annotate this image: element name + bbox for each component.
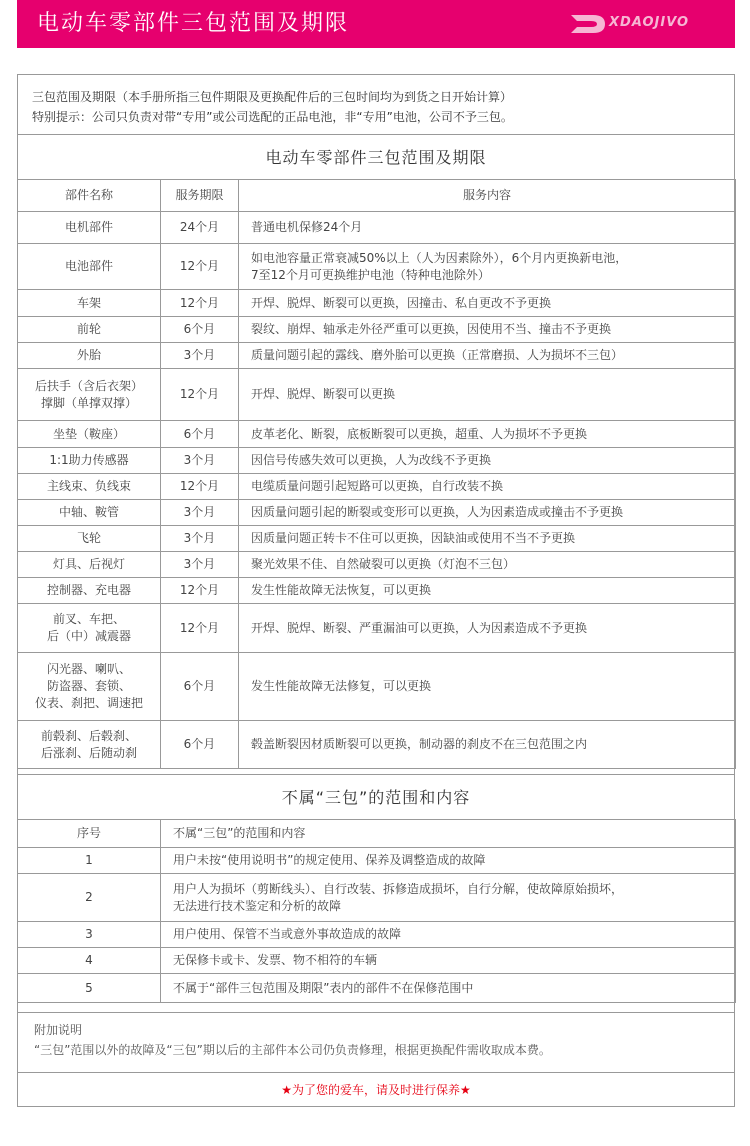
part-name-cell: 控制器、充电器 [18,578,161,604]
table-row [18,974,736,1003]
service-content-cell: 质量问题引起的露线、磨外胎可以更换（正常磨损、人为损坏不三包） [239,343,736,369]
warranty-table-caption: 电动车零部件三包范围及期限 [18,134,734,180]
index-cell: 2 [18,874,161,922]
exclusion-content-cell: 用户人为损坏（剪断线头）、自行改装、拆修造成损坏，自行分解，使故障原始损坏， 无法进行技术鉴定和分析的故障 [161,874,736,922]
warranty-period-cell: 6个月 [161,653,239,721]
part-name-cell: 灯具、后视灯 [18,552,161,578]
warranty-period-cell: 3个月 [161,552,239,578]
service-content-cell: 发生性能故障无法恢复，可以更换 [239,578,736,604]
intro-line-1: 三包范围及期限（本手册所指三包件期限及更换配件后的三包时间均为到货之日开始计算） [32,90,513,104]
service-content-cell: 裂纹、崩焊、轴承走外径严重可以更换，因使用不当、撞击不予更换 [239,317,736,343]
service-content-cell: 如电池容量正常衰减50%以上（人为因素除外），6个月内更换新电池， 7至12个月可更换维护电池（特种电池除外） [239,244,736,290]
maintenance-slogan: ★为了您的爱车，请及时进行保养★ [18,1072,734,1107]
warranty-period-cell: 3个月 [161,500,239,526]
table-row [18,369,736,421]
service-content-cell: 开焊、脱焊、断裂可以更换，因撞击、私自更改不予更换 [239,290,736,317]
table-row [18,290,736,317]
intro-section [18,74,734,134]
part-name-cell: 主线束、负线束 [18,474,161,500]
table-row [18,474,736,500]
table-row [18,421,736,448]
warranty-table [17,179,736,769]
table-row [18,526,736,552]
table-row [18,244,736,290]
table-row [18,948,736,974]
warranty-period-cell: 24个月 [161,212,239,244]
table-header-row [18,180,736,212]
part-name-cell: 前毂刹、后毂刹、 后涨刹、后随动刹 [18,721,161,769]
part-name-cell: 电池部件 [18,244,161,290]
service-content-cell: 因质量问题正转卡不住可以更换，因缺油或使用不当不予更换 [239,526,736,552]
index-cell: 3 [18,922,161,948]
service-content-cell: 电缆质量问题引起短路可以更换，自行改装不换 [239,474,736,500]
part-name-cell: 中轴、鞍管 [18,500,161,526]
service-content-cell: 因质量问题引起的断裂或变形可以更换，人为因素造成或撞击不予更换 [239,500,736,526]
index-cell: 5 [18,974,161,1003]
brand-logo-text: XDAOJIVO [609,15,690,30]
column-header: 部件名称 [18,180,161,212]
warranty-period-cell: 6个月 [161,721,239,769]
exclusion-content-cell: 用户未按“使用说明书”的规定使用、保养及调整造成的故障 [161,848,736,874]
table-row [18,578,736,604]
service-content-cell: 开焊、脱焊、断裂可以更换 [239,369,736,421]
column-header: 不属“三包”的范围和内容 [161,820,736,848]
table-row [18,343,736,369]
exclusions-table-caption: 不属“三包”的范围和内容 [18,774,734,820]
warranty-period-cell: 6个月 [161,421,239,448]
warranty-period-cell: 12个月 [161,244,239,290]
table-row [18,721,736,769]
table-row [18,604,736,653]
part-name-cell: 1:1助力传感器 [18,448,161,474]
exclusion-content-cell: 用户使用、保管不当或意外事故造成的故障 [161,922,736,948]
part-name-cell: 外胎 [18,343,161,369]
exclusion-content-cell: 无保修卡或卡、发票、物不相符的车辆 [161,948,736,974]
service-content-cell: 聚光效果不佳、自然破裂可以更换（灯泡不三包） [239,552,736,578]
header-bar [17,0,735,48]
part-name-cell: 电机部件 [18,212,161,244]
service-content-cell: 开焊、脱焊、断裂、严重漏油可以更换，人为因素造成不予更换 [239,604,736,653]
warranty-period-cell: 3个月 [161,343,239,369]
warranty-period-cell: 12个月 [161,604,239,653]
table-row [18,448,736,474]
part-name-cell: 车架 [18,290,161,317]
table-row [18,500,736,526]
table-row [18,922,736,948]
service-content-cell: 因信号传感失效可以更换，人为改线不予更换 [239,448,736,474]
service-content-cell: 毂盖断裂因材质断裂可以更换，制动器的刹皮不在三包范围之内 [239,721,736,769]
additional-note [18,1012,734,1072]
table-row [18,848,736,874]
table-row [18,317,736,343]
table-row [18,212,736,244]
part-name-cell: 前轮 [18,317,161,343]
service-content-cell: 发生性能故障无法修复，可以更换 [239,653,736,721]
warranty-period-cell: 12个月 [161,290,239,317]
note-text: “三包”范围以外的故障及“三包”期以后的主部件本公司仍负责修理，根据更换配件需收取成本费。 [34,1043,551,1057]
warranty-period-cell: 12个月 [161,369,239,421]
warranty-period-cell: 12个月 [161,578,239,604]
index-cell: 4 [18,948,161,974]
exclusions-table [17,819,736,1003]
warranty-period-cell: 12个月 [161,474,239,500]
table-row [18,653,736,721]
table-header-row [18,820,736,848]
service-content-cell: 皮革老化、断裂，底板断裂可以更换，超重、人为损坏不予更换 [239,421,736,448]
part-name-cell: 闪光器、喇叭、 防盗器、套锁、 仪表、刹把、调速把 [18,653,161,721]
brand-logo [569,13,717,35]
part-name-cell: 坐垫（鞍座） [18,421,161,448]
table-row [18,874,736,922]
warranty-period-cell: 3个月 [161,448,239,474]
column-header: 服务内容 [239,180,736,212]
column-header: 服务期限 [161,180,239,212]
note-title: 附加说明 [34,1023,83,1037]
service-content-cell: 普通电机保修24个月 [239,212,736,244]
page-title: 电动车零部件三包范围及期限 [37,11,350,36]
table-row [18,552,736,578]
exclusion-content-cell: 不属于“部件三包范围及期限”表内的部件不在保修范围中 [161,974,736,1003]
part-name-cell: 前叉、车把、 后（中）减震器 [18,604,161,653]
warranty-period-cell: 3个月 [161,526,239,552]
intro-line-2: 特别提示：公司只负责对带“专用”或公司选配的正品电池，非“专用”电池，公司不予三包。 [32,110,513,124]
warranty-period-cell: 6个月 [161,317,239,343]
part-name-cell: 后扶手（含后衣架） 撑脚（单撑双撑） [18,369,161,421]
index-cell: 1 [18,848,161,874]
logo-mark-icon [569,13,609,35]
part-name-cell: 飞轮 [18,526,161,552]
column-header: 序号 [18,820,161,848]
